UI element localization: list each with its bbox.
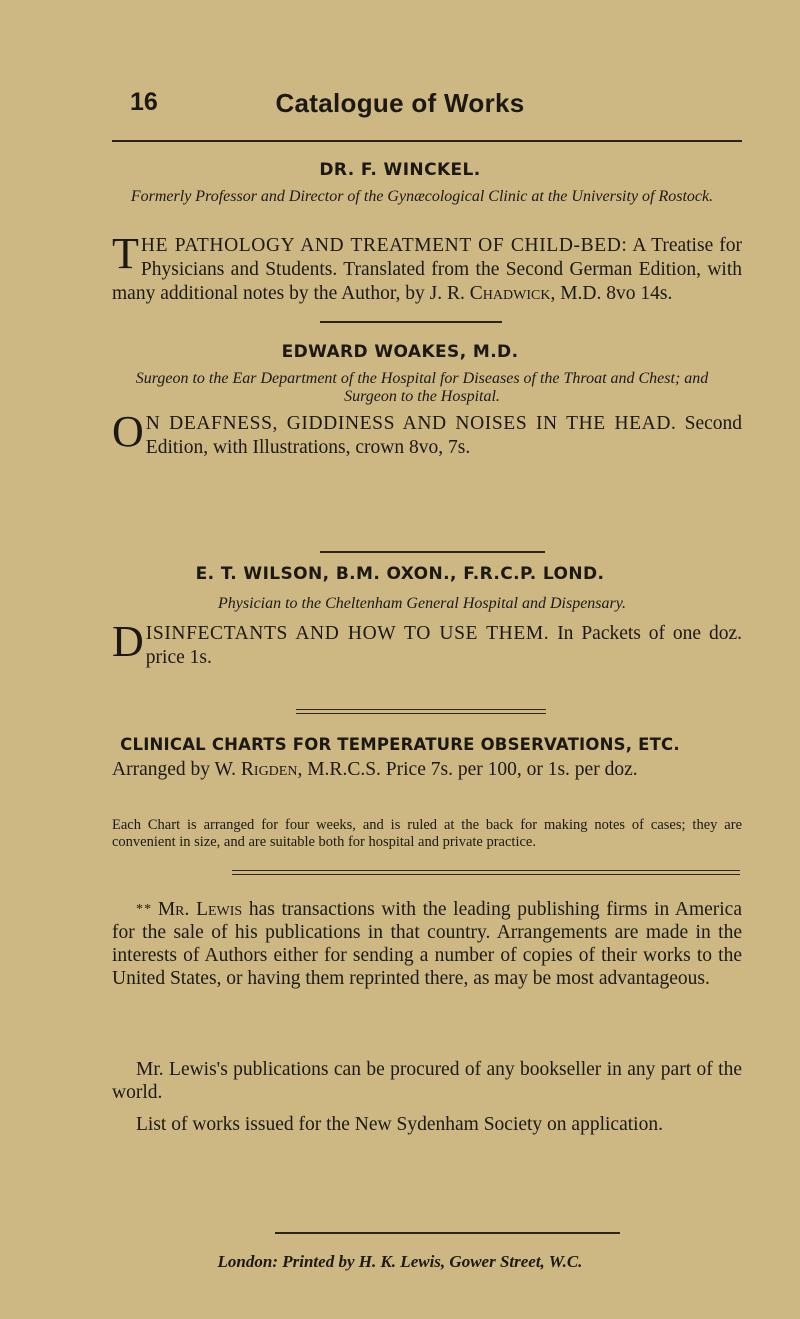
charts-price: , M.R.C.S. Price 7s. per 100, or 1s. per doz. bbox=[297, 759, 638, 780]
double-rule bbox=[232, 874, 740, 875]
book-price: , M.D. 8vo 14s. bbox=[550, 283, 673, 304]
drop-capital: D bbox=[112, 617, 144, 666]
book-entry bbox=[112, 407, 742, 460]
running-head-title: Catalogue of Works bbox=[275, 88, 525, 118]
charts-note: Each Chart is arranged for four weeks, and is ruled at the back for making notes of cases; they are convenient in size, and are suitable both for hospital and private practice. bbox=[112, 817, 742, 850]
author-affiliation: Physician to the Cheltenham General Hospital and Dispensary. bbox=[218, 595, 626, 612]
charts-heading: CLINICAL CHARTS FOR TEMPERATURE OBSERVATIONS, ETC. bbox=[120, 735, 680, 754]
author-heading: DR. F. WINCKEL. bbox=[319, 160, 481, 180]
notice-paragraph: List of works issued for the New Sydenham Society on application. bbox=[136, 1114, 663, 1135]
charts-entry bbox=[112, 758, 742, 781]
running-head bbox=[0, 88, 800, 128]
section-divider bbox=[320, 321, 502, 323]
author-affiliation: Surgeon to the Ear Department of the Hospital for Diseases of the Throat and Chest; and Surgeon to the Hospital. bbox=[135, 370, 709, 405]
printer-imprint: London: Printed by H. K. Lewis, Gower Street, W.C. bbox=[217, 1252, 583, 1271]
double-rule bbox=[296, 709, 546, 710]
asterism-symbol: * * bbox=[136, 902, 152, 917]
book-title: ISINFECTANTS AND HOW TO USE THEM. bbox=[145, 623, 550, 644]
book-title: N DEAFNESS, GIDDINESS AND NOISES IN THE HEAD. bbox=[145, 413, 677, 434]
author-heading: E. T. WILSON, B.M. OXON., F.R.C.P. LOND. bbox=[195, 564, 605, 584]
book-description: A Treatise for Physicians and Students. Translated from the Second German Edition, with many additional notes by the Author, by J. R. bbox=[112, 235, 743, 304]
page-number: 16 bbox=[130, 88, 158, 116]
section-divider bbox=[320, 551, 545, 553]
book-title: HE PATHOLOGY AND TREATMENT OF CHILD-BED: bbox=[140, 235, 628, 256]
double-rule bbox=[296, 713, 546, 714]
book-description: Second Edition, with Illustrations, crown 8vo, 7s. bbox=[145, 413, 742, 458]
imprint-rule bbox=[275, 1232, 620, 1234]
arranger-name: Rigden bbox=[240, 759, 298, 780]
notice-paragraph bbox=[112, 898, 742, 990]
drop-capital: T bbox=[112, 229, 139, 278]
book-description: In Packets of one doz. price 1s. bbox=[145, 623, 743, 668]
double-rule bbox=[232, 870, 740, 871]
drop-capital: O bbox=[112, 407, 144, 456]
book-entry bbox=[112, 617, 743, 670]
charts-arranged-by: Arranged by W. bbox=[112, 759, 237, 780]
author-heading: EDWARD WOAKES, M.D. bbox=[281, 342, 519, 362]
publisher-name: Mr. Lewis bbox=[157, 899, 243, 920]
notice-text: has transactions with the leading publishing firms in America for the sale of his publications in that country. Arrangements are made in the interests of Authors either for sending a number of copies of their works to the United States, or having them reprinted there, as may be most advantageous. bbox=[112, 899, 742, 989]
book-entry bbox=[112, 229, 743, 306]
notice-paragraph: Mr. Lewis's publications can be procured of any bookseller in any part of the world. bbox=[112, 1059, 742, 1103]
header-rule bbox=[112, 140, 742, 142]
translator-name: Chadwick bbox=[469, 283, 551, 304]
author-affiliation: Formerly Professor and Director of the Gynæcological Clinic at the University of Rostock. bbox=[130, 188, 714, 205]
